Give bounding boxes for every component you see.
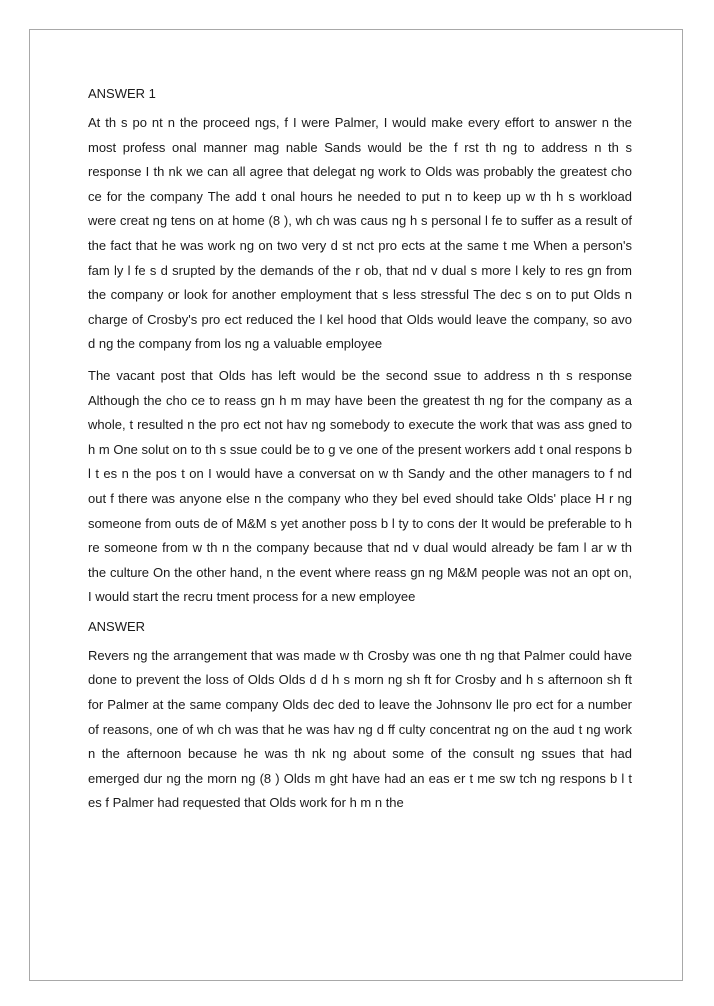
answer-2-heading: ANSWER <box>88 618 146 634</box>
answer-1-heading: ANSWER 1 <box>88 86 156 101</box>
answer-2-paragraph-1: Revers ng the arrangement that was made w th Crosby was one th ng that Palmer could have done to prevent the loss of Olds Olds d d h s morn ng sh ft for Crosby and h s afternoon sh ft for Palmer at the same company Olds dec ded to leave the Johnsonv lle pro ect for a number of reasons, one of wh ch was that he was hav ng d ff culty concentrat ng on the aud t ng work n the afternoon because he was th nk ng about some of the consult ng ssues that had emerged dur ng the morn ng (8 ) Olds m ght have had an eas er t me sw tch ng respons b l t es f Palmer had requested that Olds work for h m n the <box>88 647 632 811</box>
answer-1-paragraph-1: At th s po nt n the proceed ngs, f I were Palmer, I would make every effort to answer n the most profess onal manner mag nable Sands would be the f rst th ng to address n th s response I th nk we can all agree that delegat ng work to Olds was probably the greatest cho ce for the company The add t onal hours he needed to put n to keep up w th h s workload were creat ng tens on at home (8 ), wh ch was caus ng h s personal l fe to suffer as a result of the fact that he was work ng on two very d st nct pro ects at the same t me When a person's fam ly l fe s d srupted by the demands of the r ob, that nd v dual s more l kely to res gn from the company or look for another employment that s less stressful The dec s on to put Olds n charge of Crosby's pro ect reduced the l kel hood that Olds would leave the company, so avo d ng the company from los ng a valuable employee <box>88 115 632 352</box>
answer-1-paragraph-2: The vacant post that Olds has left would be the second ssue to address n th s response Although the cho ce to reass gn h m may have been the greatest th ng for the company as a whole, t resulted n the pro ect not hav ng somebody to execute the work that was ass gned to h m One solut on to th s ssue could be to g ve one of the present workers add t onal respons b l t es n the pos t on I would have a conversat on w th Sandy and the other managers to f nd out f there was anyone else n the company who they bel eved should take Olds' place H r ng someone from outs de of M&M s yet another poss b l ty to cons der It would be preferable to h re someone from w th n the company because that nd v dual would already be fam l ar w th the culture On the other hand, n the event where reass gn ng M&M people was not an opt on, I would start the recru tment process for a new employee <box>88 367 632 605</box>
document-body <box>88 84 632 823</box>
